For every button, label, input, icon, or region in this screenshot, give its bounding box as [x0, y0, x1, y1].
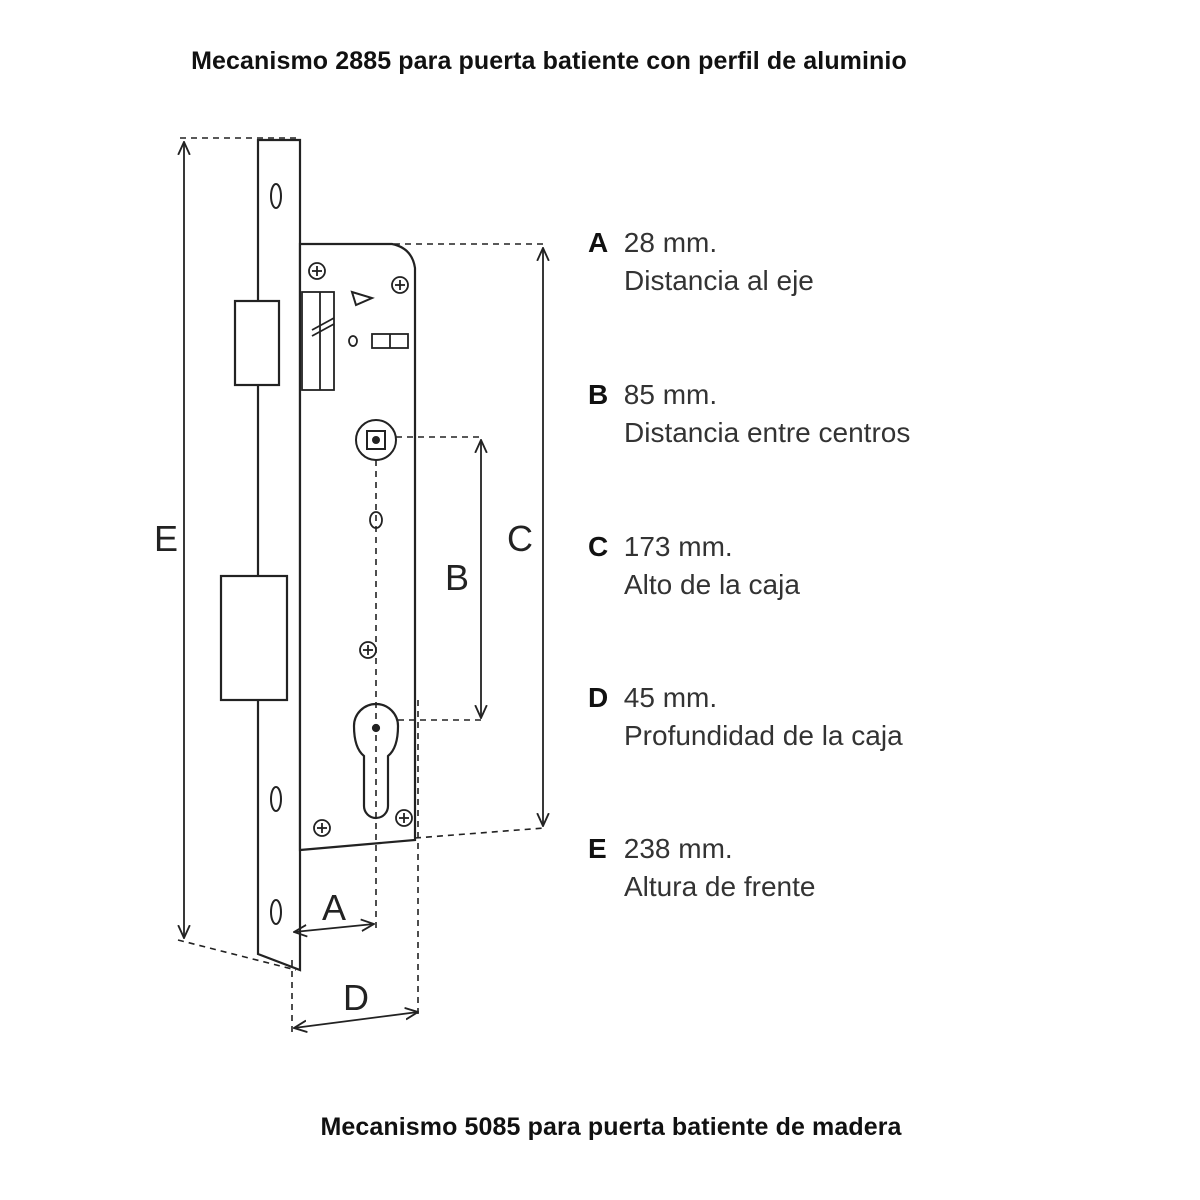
spec-value: 85 mm. [623, 379, 718, 410]
spec-value: 238 mm. [623, 833, 733, 864]
screw-icon [396, 810, 412, 826]
screw-hole-bottom-2 [271, 900, 281, 924]
spec-B [588, 376, 910, 452]
spec-letter: B [588, 379, 609, 410]
spec-description: Distancia al eje [624, 265, 814, 296]
spec-D [588, 679, 903, 755]
screw-icon [392, 277, 408, 293]
title-top: Mecanismo 2885 para puerta batiente con perfil de aluminio [191, 47, 907, 75]
screw-hole-bottom-1 [271, 787, 281, 811]
dim-label-C: C [507, 518, 533, 559]
spec-description: Altura de frente [624, 871, 816, 902]
spec-value: 173 mm. [623, 531, 733, 562]
screw-hole-top [271, 184, 281, 208]
dim-label-A: A [322, 887, 347, 928]
spec-letter: A [588, 227, 609, 258]
faceplate [258, 140, 300, 970]
spec-letter: D [588, 682, 609, 713]
spindle-follower [356, 420, 396, 460]
dead-bolt [221, 576, 287, 700]
screw-icon [360, 642, 376, 658]
dim-label-D: D [343, 977, 369, 1018]
spec-description: Distancia entre centros [624, 417, 911, 448]
spec-E [588, 830, 815, 906]
spec-description: Alto de la caja [624, 569, 800, 600]
spec-description: Profundidad de la caja [624, 720, 903, 751]
screw-icon [309, 263, 325, 279]
latch-bolt [235, 301, 279, 385]
screw-icon [314, 820, 330, 836]
spec-value: 45 mm. [623, 682, 718, 713]
dim-label-E: E [154, 518, 179, 559]
spec-C [588, 528, 800, 604]
title-bottom: Mecanismo 5085 para puerta batiente de madera [320, 1113, 902, 1141]
spec-letter: E [588, 833, 607, 864]
spec-value: 28 mm. [623, 227, 718, 258]
spec-A [588, 224, 814, 300]
dim-label-B: B [445, 557, 470, 598]
spec-letter: C [588, 531, 609, 562]
